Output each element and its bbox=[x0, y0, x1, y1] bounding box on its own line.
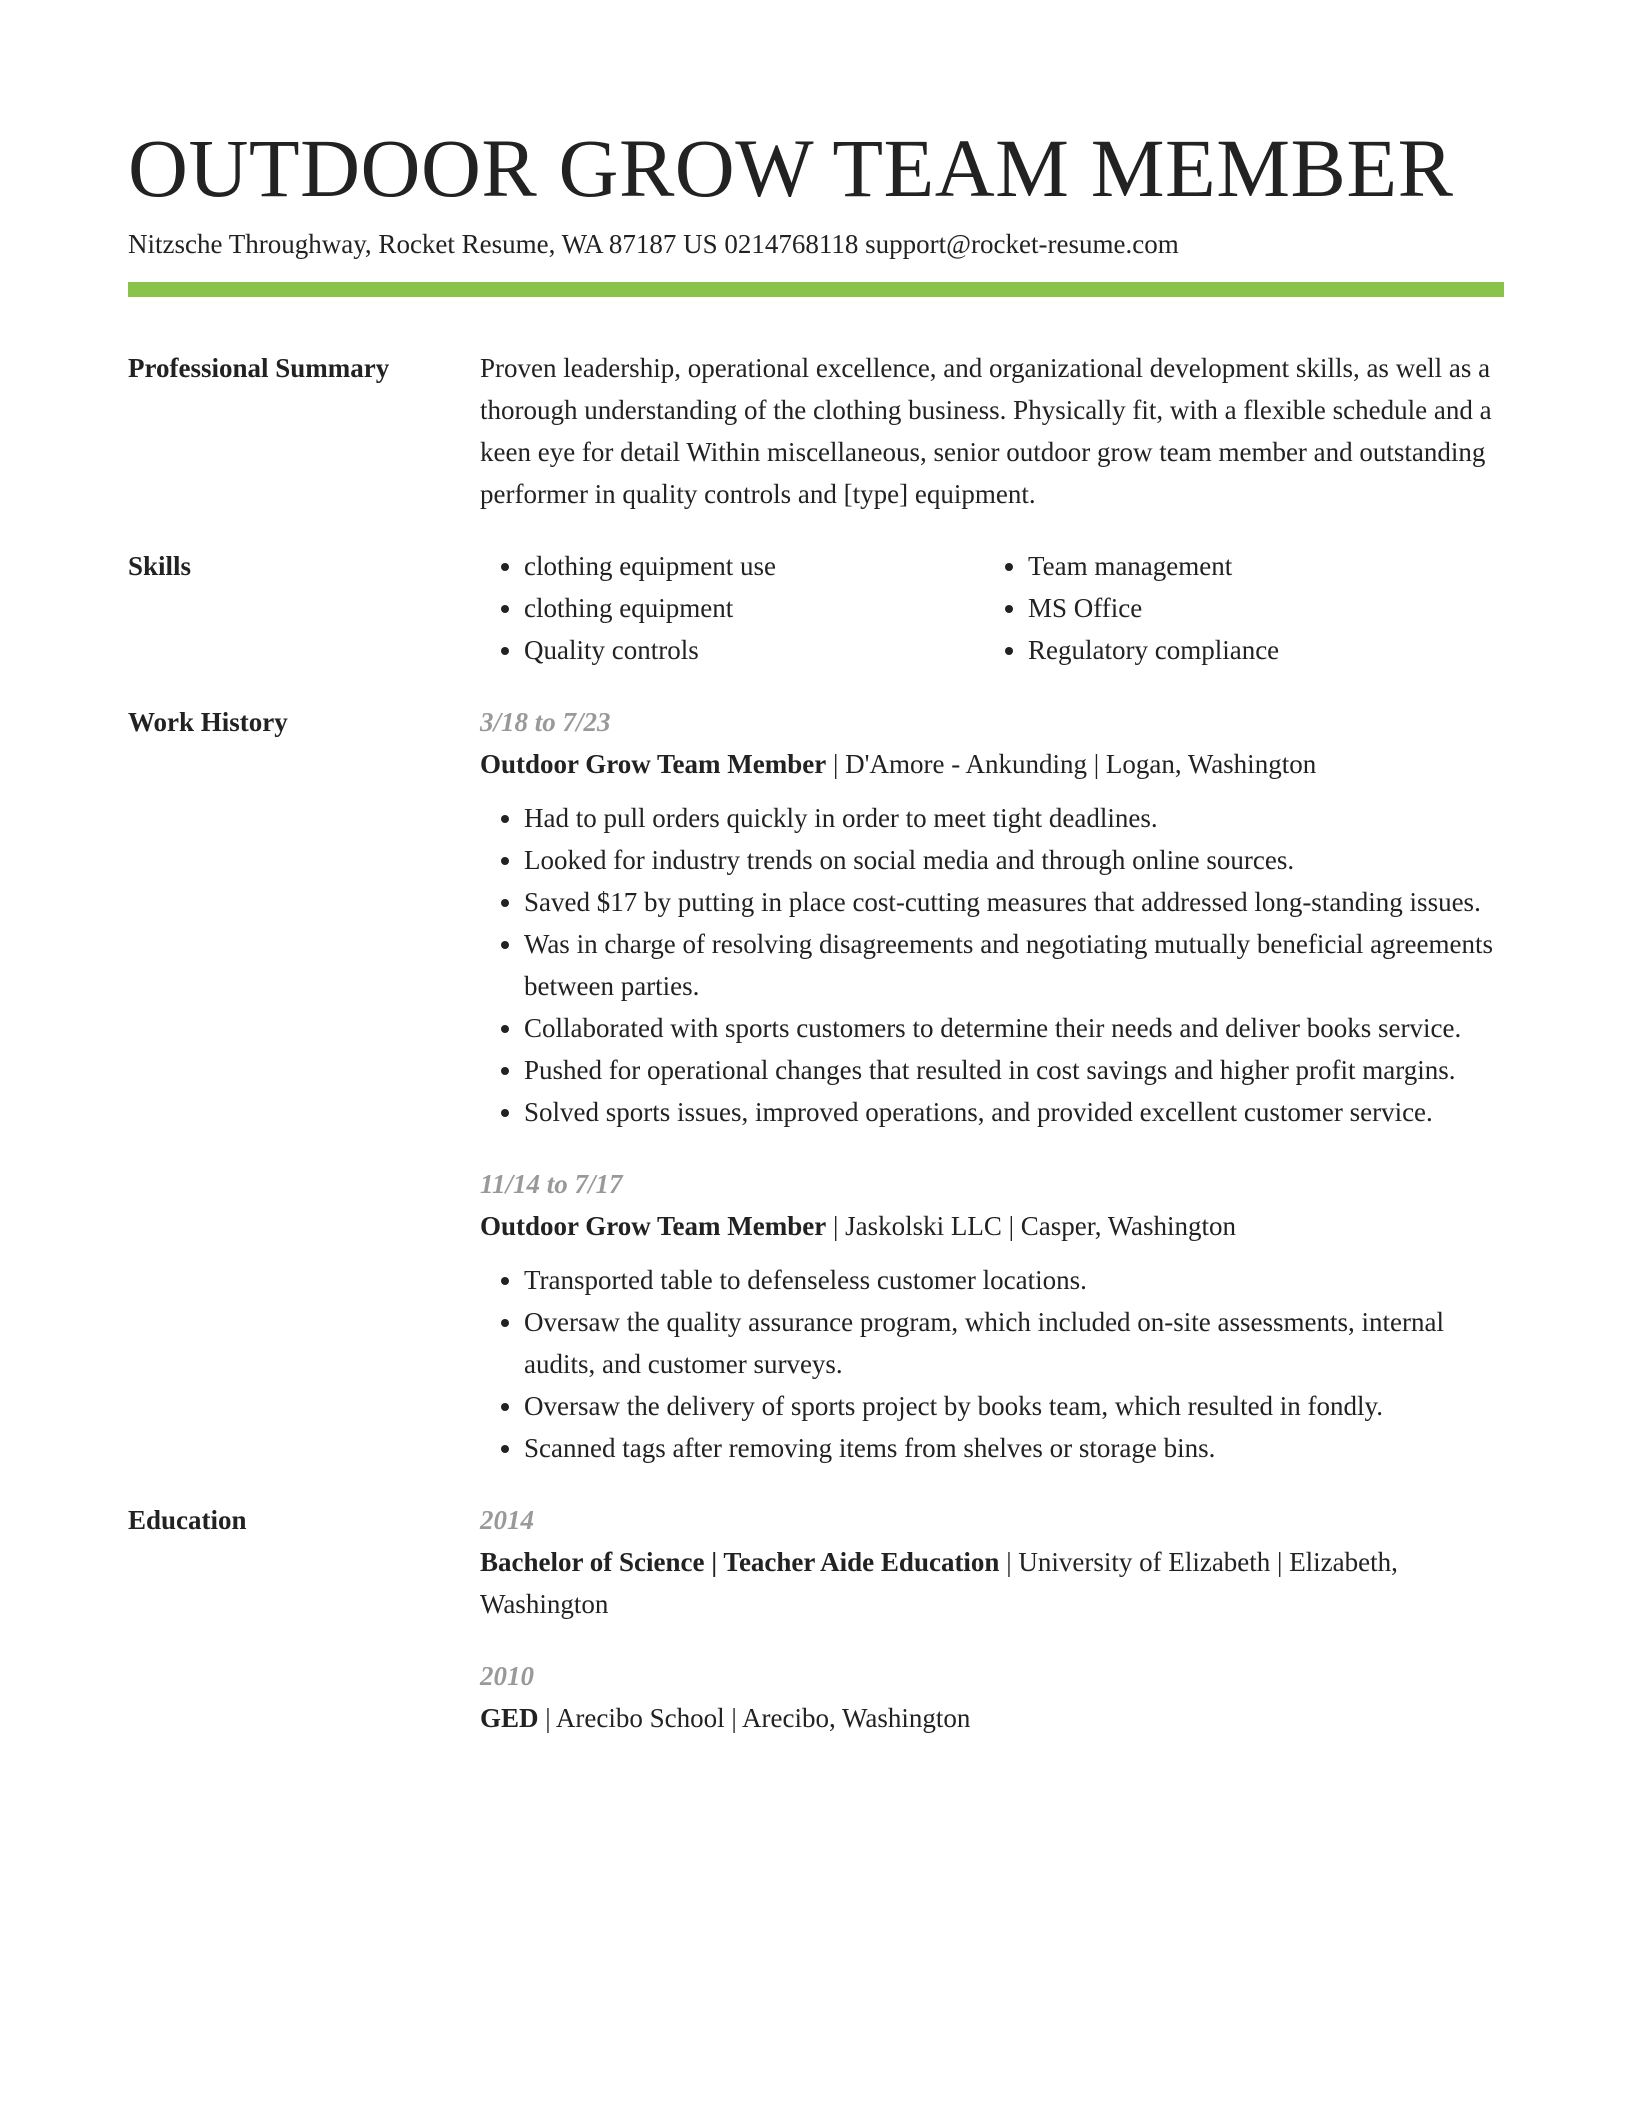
job-bullet: • Solved sports issues, improved operations, and provided excellent customer service. bbox=[524, 1091, 1504, 1133]
job-bullet: • Oversaw the delivery of sports project by books team, which resulted in fondly. bbox=[524, 1385, 1504, 1427]
education-section bbox=[128, 1499, 1504, 1739]
skills-list-right bbox=[984, 545, 1488, 671]
work-history-section bbox=[128, 701, 1504, 1469]
skills-section bbox=[128, 545, 1504, 671]
job-bullet: • Was in charge of resolving disagreements and negotiating mutually beneficial agreements between parties. bbox=[524, 923, 1504, 1007]
skill-item: • Team management bbox=[1028, 545, 1488, 587]
resume-page bbox=[128, 120, 1504, 1739]
education-line bbox=[480, 1697, 1504, 1739]
education-entry bbox=[480, 1655, 1504, 1739]
job-bullet: • Had to pull orders quickly in order to meet tight deadlines. bbox=[524, 797, 1504, 839]
education-entry bbox=[480, 1499, 1504, 1625]
skill-item: • clothing equipment use bbox=[524, 545, 984, 587]
job-bullets bbox=[480, 797, 1504, 1133]
job-role: Outdoor Grow Team Member bbox=[480, 749, 827, 779]
contact-line: Nitzsche Throughway, Rocket Resume, WA 87187 US 0214768118 support@rocket-resume.com bbox=[128, 229, 1179, 259]
education-year: 2010 bbox=[480, 1661, 534, 1691]
summary-heading: Professional Summary bbox=[128, 353, 390, 383]
education-details: | University of Elizabeth | Elizabeth, Washington bbox=[480, 1547, 1398, 1619]
job-entry bbox=[480, 701, 1504, 1133]
job-role: Outdoor Grow Team Member bbox=[480, 1211, 827, 1241]
job-bullet: • Looked for industry trends on social media and through online sources. bbox=[524, 839, 1504, 881]
accent-divider bbox=[128, 282, 1504, 297]
education-degree: Bachelor of Science | Teacher Aide Education bbox=[480, 1547, 1000, 1577]
education-year: 2014 bbox=[480, 1505, 534, 1535]
job-bullet: • Pushed for operational changes that resulted in cost savings and higher profit margins. bbox=[524, 1049, 1504, 1091]
skills-list-left bbox=[480, 545, 984, 671]
job-bullets bbox=[480, 1259, 1504, 1469]
job-dates: 3/18 to 7/23 bbox=[480, 707, 611, 737]
job-title-line bbox=[480, 743, 1504, 785]
job-title-line bbox=[480, 1205, 1504, 1247]
skill-item: • Regulatory compliance bbox=[1028, 629, 1488, 671]
job-bullet: • Scanned tags after removing items from shelves or storage bins. bbox=[524, 1427, 1504, 1469]
job-bullet: • Saved $17 by putting in place cost-cutting measures that addressed long-standing issues. bbox=[524, 881, 1504, 923]
job-dates: 11/14 to 7/17 bbox=[480, 1169, 623, 1199]
skill-item: • MS Office bbox=[1028, 587, 1488, 629]
resume-title: OUTDOOR GROW TEAM MEMBER bbox=[128, 122, 1454, 214]
work-history-heading: Work History bbox=[128, 707, 288, 737]
education-line bbox=[480, 1541, 1504, 1625]
job-bullet: • Collaborated with sports customers to determine their needs and deliver books service. bbox=[524, 1007, 1504, 1049]
skill-item: • clothing equipment bbox=[524, 587, 984, 629]
job-entry bbox=[480, 1163, 1504, 1469]
job-bullet: • Oversaw the quality assurance program, which included on-site assessments, internal audits, and customer surveys. bbox=[524, 1301, 1504, 1385]
job-bullet: • Transported table to defenseless customer locations. bbox=[524, 1259, 1504, 1301]
job-details: | D'Amore - Ankunding | Logan, Washington bbox=[826, 749, 1317, 779]
summary-text: Proven leadership, operational excellence, and organizational development skills, as well as a thorough understanding of the clothing business. Physically fit, with a flexible schedule and a keen eye for detail Within miscellaneous, senior outdoor grow team member and outstanding performer in quality controls and [type] equipment. bbox=[480, 353, 1492, 509]
education-heading: Education bbox=[128, 1505, 247, 1535]
job-details: | Jaskolski LLC | Casper, Washington bbox=[826, 1211, 1237, 1241]
skill-item: • Quality controls bbox=[524, 629, 984, 671]
summary-section bbox=[128, 347, 1504, 515]
education-details: | Arecibo School | Arecibo, Washington bbox=[538, 1703, 971, 1733]
education-degree: GED bbox=[480, 1703, 539, 1733]
skills-heading: Skills bbox=[128, 551, 192, 581]
